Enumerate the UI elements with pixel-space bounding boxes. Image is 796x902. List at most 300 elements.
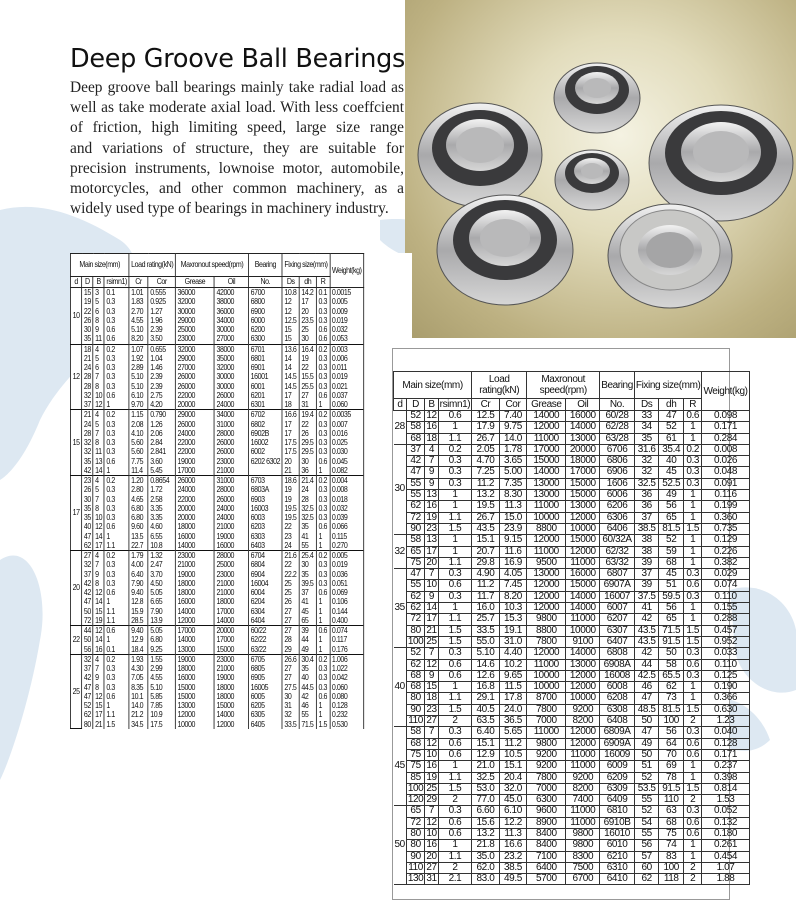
table-cell: 21.0: [472, 761, 500, 772]
table-cell: 0.360: [702, 512, 749, 523]
table-row: [394, 862, 750, 873]
table-row: [394, 761, 750, 772]
table-cell: 0.3: [316, 363, 329, 372]
table-cell: 47: [406, 569, 425, 580]
table-cell: 57: [634, 851, 659, 862]
table-cell: 22000: [175, 495, 214, 504]
table-cell: 34: [634, 422, 659, 433]
table-cell: 6.40: [129, 570, 148, 579]
table-cell: 45.0: [499, 795, 527, 806]
table-cell: 0.6: [104, 334, 129, 344]
table-cell: 0.3: [683, 727, 701, 738]
table-row: [70, 513, 363, 522]
table-cell: 0.026: [702, 456, 749, 467]
table-cell: 28: [299, 495, 316, 504]
table-cell: 12000: [527, 580, 566, 591]
table-cell: 1: [683, 501, 701, 512]
table-cell: 5.05: [148, 626, 175, 636]
table-cell: 56: [634, 840, 659, 851]
table-cell: 0.3: [104, 579, 129, 588]
table-cell: 80: [406, 693, 425, 704]
table-row: [70, 692, 363, 701]
table-cell: 28: [282, 635, 299, 644]
table-cell: 9.70: [129, 400, 148, 410]
table-row: [70, 683, 363, 692]
table-cell: 1: [316, 607, 329, 616]
table-cell: 5.10: [129, 372, 148, 381]
table-cell: 18000: [214, 683, 248, 692]
table-cell: 0.6: [104, 457, 129, 466]
table-cell: 6304: [249, 607, 283, 616]
table-cell: 47: [82, 597, 93, 606]
table-cell: 0.6: [683, 817, 701, 828]
table-cell: 22000: [175, 438, 214, 447]
table-cell: 41: [634, 603, 659, 614]
table-cell: 0.3: [104, 372, 129, 381]
table-cell: 7: [425, 569, 438, 580]
table-cell: 16.9: [499, 557, 527, 568]
table-cell: 1: [438, 840, 472, 851]
table-cell: 5.10: [129, 325, 148, 334]
table-cell: 15.5: [299, 372, 316, 381]
table-row: [394, 693, 750, 704]
table-cell: 43.5: [472, 523, 500, 534]
table-cell: 0.060: [330, 400, 364, 410]
table-cell: 1.72: [148, 485, 175, 494]
table-cell: 24000: [214, 513, 248, 522]
table-cell: 4.55: [129, 316, 148, 325]
table-cell: 58: [659, 659, 684, 670]
table-cell: 49: [634, 738, 659, 749]
table-cell: 9: [425, 670, 438, 681]
table-cell: 6204: [249, 597, 283, 606]
table-cell: 0.042: [330, 673, 364, 682]
table-cell: 10000: [527, 682, 566, 693]
table-row: [70, 720, 363, 729]
table-cell: 0.3: [438, 806, 472, 817]
table-row: [70, 476, 363, 486]
table-cell: 0.3: [104, 354, 129, 363]
table-cell: 8800: [527, 523, 566, 534]
header-grease: Grease: [175, 277, 214, 288]
table-cell: 12: [93, 692, 104, 701]
table-cell: 0.6: [438, 738, 472, 749]
table-cell: 17000: [214, 635, 248, 644]
table-cell: 0.6: [104, 325, 129, 334]
table-cell: 6208: [600, 693, 635, 704]
header-max-speed: Maxronout speed(rpm): [175, 254, 248, 277]
table-cell: 6202 6302: [249, 457, 283, 466]
table-cell: 2.39: [148, 372, 175, 381]
table-cell: 15.1: [499, 761, 527, 772]
table-cell: 14: [282, 354, 299, 363]
table-cell: 8400: [527, 828, 566, 839]
table-cell: 1.07: [702, 862, 749, 873]
table-cell: 0.6: [316, 626, 329, 636]
table-row: [394, 682, 750, 693]
table-cell: 21.6: [282, 551, 299, 561]
table-cell: 50: [659, 648, 684, 659]
table-cell: 38000: [214, 344, 248, 354]
table-cell: 26: [299, 429, 316, 438]
table-cell: 0.190: [702, 682, 749, 693]
page-title: Deep Groove Ball Bearings: [70, 44, 405, 74]
table-cell: 1.04: [148, 354, 175, 363]
spec-table-right-body: [394, 411, 750, 885]
table-row: [70, 710, 363, 719]
table-cell: 0.3: [104, 513, 129, 522]
table-cell: 0.952: [702, 636, 749, 647]
table-cell: 0.3: [683, 648, 701, 659]
table-cell: 1.1: [438, 851, 472, 862]
table-cell: 0.3: [316, 438, 329, 447]
table-row: [394, 636, 750, 647]
table-row: [394, 840, 750, 851]
table-cell: 32: [282, 710, 299, 719]
table-cell: 1: [104, 532, 129, 541]
table-cell: 18: [282, 400, 299, 410]
table-row: [394, 783, 750, 794]
table-cell: 24000: [175, 429, 214, 438]
table-cell: 16001: [249, 372, 283, 381]
table-cell: 15.0: [499, 512, 527, 523]
table-cell: 0.3: [316, 382, 329, 391]
table-cell: 6808: [600, 648, 635, 659]
table-cell: 62: [82, 710, 93, 719]
table-cell: 1: [683, 603, 701, 614]
table-cell: 16: [93, 645, 104, 655]
table-cell: 0.116: [702, 490, 749, 501]
table-cell: 24: [282, 541, 299, 551]
table-row: [394, 772, 750, 783]
table-cell: 10: [426, 748, 437, 760]
table-cell: 26.7: [472, 433, 500, 444]
table-cell: 19: [426, 771, 437, 783]
table-cell: 62: [406, 659, 425, 670]
table-cell: 31.0: [499, 636, 527, 647]
table-cell: 29.8: [472, 557, 500, 568]
table-cell: 1: [438, 546, 472, 557]
table-cell: 4.10: [129, 429, 148, 438]
table-cell: 9500: [527, 557, 566, 568]
table-cell: 39: [299, 626, 316, 636]
table-cell: 21000: [214, 522, 248, 531]
table-cell: 2.89: [129, 363, 148, 372]
table-cell: 14: [93, 597, 104, 606]
table-cell: 0.6: [438, 817, 472, 828]
table-cell: 25000: [214, 560, 248, 569]
table-cell: 16: [426, 839, 437, 851]
table-cell: 19.4: [299, 410, 316, 420]
table-cell: 0.6: [683, 738, 701, 749]
table-cell: 69: [659, 761, 684, 772]
table-cell: 1.1: [104, 541, 129, 551]
table-cell: 7800: [527, 772, 566, 783]
table-cell: 0.6: [438, 659, 472, 670]
table-cell: 71.5: [659, 625, 684, 636]
table-cell: 1: [438, 603, 472, 614]
table-cell: 24.0: [499, 704, 527, 715]
table-cell: 0.288: [702, 614, 749, 625]
table-cell: 37: [634, 512, 659, 523]
table-cell: 6.60: [472, 806, 500, 817]
bore-diameter-cell: 12: [70, 344, 81, 410]
table-cell: 23.5: [299, 316, 316, 325]
table-cell: 28: [82, 372, 93, 381]
table-cell: 1.93: [129, 654, 148, 664]
table-cell: 0.3: [316, 307, 329, 316]
table-cell: 18: [426, 692, 437, 704]
header-fixing-size: Fixing size(mm): [282, 254, 330, 277]
table-cell: 1.5: [683, 625, 701, 636]
table-cell: 29000: [175, 354, 214, 363]
table-cell: 0.2: [316, 476, 329, 486]
header-bearing: Bearing: [249, 254, 283, 277]
table-cell: 8: [93, 504, 104, 513]
table-cell: 0.091: [702, 478, 749, 489]
table-cell: 2.99: [148, 664, 175, 673]
table-row: [70, 334, 363, 344]
table-cell: 22: [299, 420, 316, 429]
table-cell: 17: [299, 297, 316, 306]
table-cell: 0.1: [104, 288, 129, 298]
bearing-small-center: [555, 150, 629, 210]
table-cell: 72: [406, 614, 425, 625]
table-cell: 0.3: [683, 456, 701, 467]
table-cell: 130: [407, 873, 424, 885]
table-cell: 6203: [249, 522, 283, 531]
table-cell: 38.5: [499, 862, 527, 873]
table-cell: 1: [683, 772, 701, 783]
table-cell: 25: [282, 588, 299, 597]
table-cell: 1.1: [438, 693, 472, 704]
table-cell: 11.2: [472, 478, 500, 489]
table-cell: 16: [426, 500, 437, 512]
table-cell: 9600: [527, 806, 566, 817]
table-cell: 24: [82, 363, 93, 372]
table-cell: 16009: [600, 749, 635, 760]
table-cell: 28: [82, 382, 93, 391]
table-cell: 6303: [249, 532, 283, 541]
table-cell: 63: [659, 806, 684, 817]
table-cell: 12: [93, 522, 104, 531]
table-cell: 0.6: [104, 391, 129, 400]
table-cell: 44: [82, 626, 93, 636]
table-cell: 1: [316, 645, 329, 655]
table-cell: 0.6: [438, 670, 472, 681]
table-cell: 6702: [249, 410, 283, 420]
table-cell: 6905: [249, 673, 283, 682]
table-row: [394, 716, 750, 727]
table-cell: 6400: [527, 862, 566, 873]
table-cell: 6900: [249, 307, 283, 316]
table-cell: 14.0: [499, 433, 527, 444]
table-cell: 0.3: [104, 504, 129, 513]
table-cell: 20000: [175, 513, 214, 522]
table-cell: 23: [426, 703, 437, 715]
table-cell: 0.082: [330, 466, 364, 476]
table-cell: 36000: [214, 307, 248, 316]
table-cell: 8: [93, 382, 104, 391]
table-cell: 15.3: [499, 614, 527, 625]
table-cell: 11.4: [129, 466, 148, 476]
table-row: [394, 704, 750, 715]
header-max-speed: Maxronout speed(rpm): [527, 372, 600, 399]
table-cell: 0.004: [330, 476, 364, 486]
header-dh: dh: [659, 399, 684, 411]
table-cell: 12000: [527, 535, 566, 546]
table-cell: 38: [634, 546, 659, 557]
table-cell: 24: [82, 420, 93, 429]
table-cell: 41: [299, 597, 316, 606]
table-cell: 1.5: [438, 625, 472, 636]
table-cell: 63.5: [472, 716, 500, 727]
table-cell: 3.70: [148, 570, 175, 579]
table-cell: 31000: [214, 476, 248, 486]
table-cell: 19000: [175, 570, 214, 579]
spec-table-left: [70, 253, 364, 729]
table-cell: 46: [299, 701, 316, 710]
table-cell: 37: [299, 588, 316, 597]
table-cell: 23000: [214, 570, 248, 579]
table-cell: 13.2: [472, 828, 500, 839]
table-cell: 14000: [175, 635, 214, 644]
table-cell: 17: [426, 613, 437, 625]
table-cell: 18000: [175, 522, 214, 531]
table-cell: 7.75: [129, 457, 148, 466]
table-cell: 1: [104, 400, 129, 410]
table-cell: 68: [406, 738, 425, 749]
table-cell: 22.2: [282, 570, 299, 579]
table-cell: 23: [282, 532, 299, 541]
table-cell: 6301: [249, 400, 283, 410]
table-cell: 0.021: [330, 382, 364, 391]
table-cell: 55: [299, 710, 316, 719]
table-cell: 65: [299, 616, 316, 626]
table-cell: 12000: [175, 616, 214, 626]
table-cell: 0.048: [702, 467, 749, 478]
table-cell: 6300: [249, 334, 283, 344]
header-ds: Ds: [634, 399, 659, 411]
table-row: [70, 316, 363, 325]
table-cell: 0.2: [104, 344, 129, 354]
table-cell: 0.171: [702, 749, 749, 760]
table-cell: 8400: [527, 840, 566, 851]
bore-diameter-cell: 17: [70, 476, 81, 551]
table-cell: 35: [82, 513, 93, 522]
spec-table-right: [393, 371, 750, 885]
table-cell: 8700: [527, 693, 566, 704]
table-cell: 1.83: [129, 297, 148, 306]
table-cell: 0.2: [316, 344, 329, 354]
table-cell: 1: [438, 422, 472, 433]
table-cell: 120: [407, 794, 424, 806]
table-cell: 22: [299, 363, 316, 372]
table-cell: 1: [316, 541, 329, 551]
table-cell: 1.23: [702, 716, 749, 727]
table-cell: 8300: [566, 851, 600, 862]
table-cell: 0.029: [702, 569, 749, 580]
table-cell: 0.3: [316, 683, 329, 692]
table-row: [70, 372, 363, 381]
table-cell: 0.3: [683, 478, 701, 489]
table-cell: 7800: [527, 704, 566, 715]
table-cell: 0.3: [316, 420, 329, 429]
table-cell: 0.3: [438, 648, 472, 659]
table-cell: 5.00: [499, 467, 527, 478]
table-cell: 0.069: [330, 588, 364, 597]
table-cell: 7.90: [129, 579, 148, 588]
table-cell: 45: [299, 607, 316, 616]
table-row: [70, 325, 363, 334]
table-cell: 0.074: [330, 626, 364, 636]
table-cell: 5.10: [129, 382, 148, 391]
table-cell: 0.3: [316, 664, 329, 673]
table-cell: 62: [406, 591, 425, 602]
table-cell: 1: [316, 635, 329, 644]
table-cell: 1: [316, 710, 329, 719]
table-cell: 12000: [566, 682, 600, 693]
table-cell: 50: [634, 716, 659, 727]
table-cell: 59.5: [659, 591, 684, 602]
table-cell: 15: [426, 681, 437, 693]
table-cell: 18000: [175, 588, 214, 597]
table-cell: 7000: [527, 716, 566, 727]
table-cell: 1.022: [330, 664, 364, 673]
table-cell: 47: [82, 683, 93, 692]
table-row: [394, 795, 750, 806]
table-cell: 9: [425, 467, 438, 478]
table-cell: 35: [82, 457, 93, 466]
table-cell: 2.84: [148, 438, 175, 447]
table-row: [394, 591, 750, 602]
table-cell: 4.00: [129, 560, 148, 569]
table-cell: 2: [683, 795, 701, 806]
table-cell: 0.6: [683, 749, 701, 760]
table-cell: 12000: [527, 591, 566, 602]
table-cell: 6308: [600, 704, 635, 715]
table-cell: 1606: [600, 478, 635, 489]
table-row: [394, 501, 750, 512]
table-cell: 12: [93, 588, 104, 597]
table-cell: 56: [659, 727, 684, 738]
table-cell: 0.398: [702, 772, 749, 783]
table-cell: 11000: [527, 501, 566, 512]
table-row: [394, 490, 750, 501]
table-row: [70, 391, 363, 400]
table-cell: 83: [659, 851, 684, 862]
table-cell: 56: [659, 501, 684, 512]
table-cell: 19000: [214, 532, 248, 541]
table-cell: 0.016: [330, 429, 364, 438]
table-cell: 0.3: [316, 673, 329, 682]
table-cell: 0.155: [702, 603, 749, 614]
table-cell: 13000: [566, 433, 600, 444]
table-cell: 12.8: [129, 597, 148, 606]
table-cell: 2.39: [148, 382, 175, 391]
table-cell: 6003: [249, 513, 283, 522]
table-cell: 22000: [175, 391, 214, 400]
table-cell: 6.40: [472, 727, 500, 738]
table-cell: 1.46: [148, 363, 175, 372]
table-cell: 4.55: [148, 673, 175, 682]
table-cell: 8: [93, 438, 104, 447]
table-cell: 1.5: [438, 636, 472, 647]
table-cell: 17000: [175, 466, 214, 476]
table-cell: 75: [406, 557, 425, 568]
table-cell: 1.5: [438, 704, 472, 715]
table-cell: 15000: [566, 490, 600, 501]
